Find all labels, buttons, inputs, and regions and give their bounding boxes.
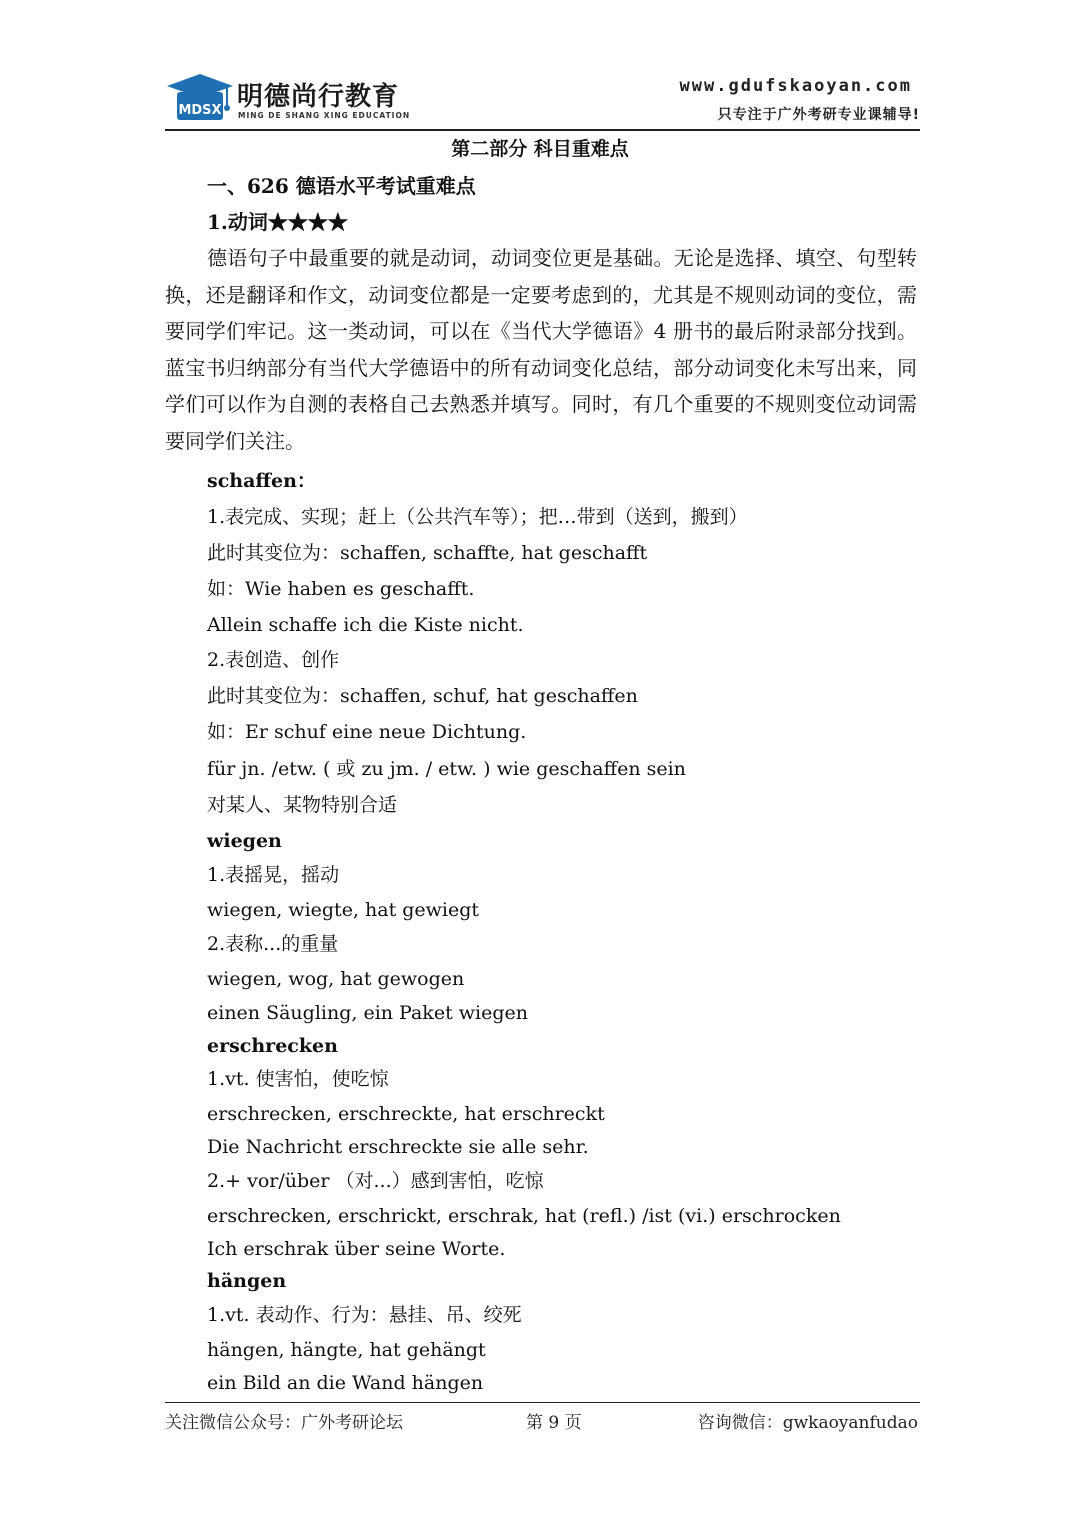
page-number: 第 9 页: [526, 1413, 582, 1433]
text-line: erschrecken, erschrickt, erschrak, hat (refl.) /ist (vi.) erschrocken: [207, 1205, 841, 1227]
text-line: ein Bild an die Wand hängen: [207, 1372, 484, 1394]
text-line: Allein schaffe ich die Kiste nicht.: [207, 614, 524, 636]
graduation-cap-logo-icon: [165, 70, 235, 126]
page-header: [165, 66, 920, 132]
verb-heading: wiegen: [207, 830, 282, 852]
header-divider: [165, 129, 920, 131]
text-line: 1.表摇晃，摇动: [207, 864, 340, 886]
text-line: 对某人、某物特别合适: [207, 794, 398, 816]
text-line: 如：Wie haben es geschafft.: [207, 578, 475, 600]
verb-heading: schaffen：: [207, 470, 316, 492]
text-line: Ich erschrak über seine Worte.: [207, 1238, 506, 1260]
text-line: 此时其变位为：schaffen, schuf, hat geschaffen: [207, 685, 638, 707]
footer-divider: [165, 1402, 920, 1403]
text-line: 1.表完成、实现；赶上（公共汽车等）；把…带到（送到，搬到）: [207, 506, 748, 528]
footer-contact: 咨询微信：gwkaoyanfudao: [697, 1413, 918, 1433]
text-line: 1.vt. 使害怕，使吃惊: [207, 1068, 389, 1090]
logo-mark-text: MDSX: [178, 103, 222, 118]
text-line: 1.vt. 表动作、行为：悬挂、吊、绞死: [207, 1304, 522, 1326]
text-line: wiegen, wog, hat gewogen: [207, 968, 465, 990]
text-line: 2.+ vor/über （对...）感到害怕，吃惊: [207, 1170, 544, 1192]
logo-subtext: MING DE SHANG XING EDUCATION: [238, 111, 411, 120]
subsection-heading: 1.动词★★★★: [207, 210, 348, 234]
section-heading: 一、626 德语水平考试重难点: [207, 174, 476, 198]
text-line: hängen, hängte, hat gehängt: [207, 1339, 486, 1361]
verb-heading: hängen: [207, 1270, 287, 1292]
text-line: wiegen, wiegte, hat gewiegt: [207, 899, 480, 921]
text-line: 2.表称...的重量: [207, 933, 339, 955]
text-line: Die Nachricht erschreckte sie alle sehr.: [207, 1136, 589, 1158]
text-line: 如：Er schuf eine neue Dichtung.: [207, 721, 527, 743]
verb-heading: erschrecken: [207, 1035, 338, 1057]
text-line: 此时其变位为：schaffen, schaffte, hat geschafft: [207, 542, 648, 564]
intro-paragraph: 德语句子中最重要的就是动词，动词变位更是基础。无论是选择、填空、句型转换，还是翻译和作文，动词变位都是一定要考虑到的，尤其是不规则动词的变位，需要同学们牢记。这一类动词，可以在《当代大学德语》4 册书的最后附录部分找到。蓝宝书归纳部分有当代大学德语中的所有动词变化总结，部分动词变化未写出来，同学们可以作为自测的表格自己去熟悉并填写。同时，有几个重要的不规则变位动词需要同学们关注。: [165, 246, 917, 453]
page-title: 第二部分 科目重难点: [451, 138, 629, 160]
footer-wechat-account: 关注微信公众号：广外考研论坛: [165, 1413, 403, 1433]
slogan: 只专注于广外考研专业课辅导!: [717, 107, 920, 123]
text-line: einen Säugling, ein Paket wiegen: [207, 1002, 528, 1024]
text-line: 2.表创造、创作: [207, 649, 340, 671]
text-line: für jn. /etw. ( 或 zu jm. / etw. ) wie geschaffen sein: [207, 758, 686, 780]
website-url: www.gdufskaoyan.com: [679, 76, 912, 96]
text-line: erschrecken, erschreckte, hat erschreckt: [207, 1103, 605, 1125]
logo-text: 明德尚行教育: [237, 82, 400, 112]
logo: [165, 70, 411, 126]
